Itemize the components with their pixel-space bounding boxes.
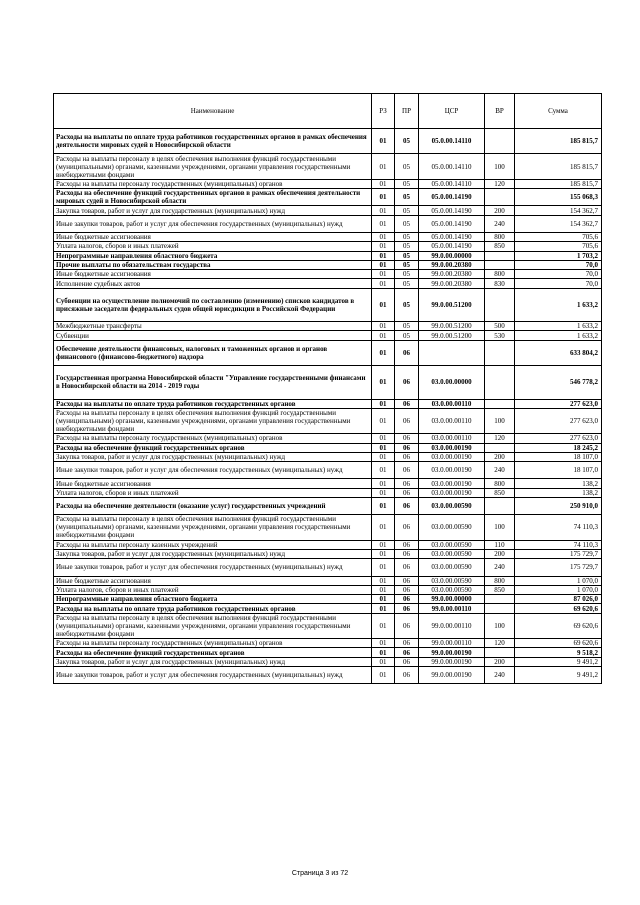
cell-rz: 01 — [372, 331, 395, 340]
cell-pr: 06 — [395, 497, 419, 514]
cell-vr — [485, 260, 515, 269]
cell-sum: 1 633,2 — [515, 331, 602, 340]
table-row — [54, 270, 602, 279]
cell-csr: 05.0.00.14190 — [419, 206, 485, 215]
cell-name: Уплата налогов, сборов и иных платежей — [54, 585, 372, 594]
table-row — [54, 639, 602, 648]
table-row — [54, 549, 602, 558]
cell-csr: 03.0.00.00190 — [419, 479, 485, 488]
table-row — [54, 515, 602, 540]
cell-vr: 100 — [485, 613, 515, 638]
cell-sum: 175 729,7 — [515, 559, 602, 576]
cell-sum: 633 804,2 — [515, 340, 602, 365]
cell-vr: 120 — [485, 639, 515, 648]
table-row — [54, 129, 602, 154]
cell-rz: 01 — [372, 497, 395, 514]
cell-vr: 200 — [485, 549, 515, 558]
cell-name: Субвенции на осуществление полномочий по составлению (изменению) списков кандидатов в присяжные заседатели федеральных судов общей юрисдикции в Российской Федерации — [54, 288, 372, 321]
table-row — [54, 179, 602, 188]
cell-name: Уплата налогов, сборов и иных платежей — [54, 242, 372, 251]
cell-rz: 01 — [372, 242, 395, 251]
table-row — [54, 215, 602, 232]
cell-rz: 01 — [372, 366, 395, 399]
table-row — [54, 657, 602, 666]
table-row — [54, 488, 602, 497]
cell-name: Исполнение судебных актов — [54, 279, 372, 288]
cell-vr: 110 — [485, 540, 515, 549]
cell-rz: 01 — [372, 434, 395, 443]
cell-vr: 850 — [485, 488, 515, 497]
table-row — [54, 251, 602, 260]
cell-pr: 06 — [395, 604, 419, 613]
cell-pr: 05 — [395, 189, 419, 206]
cell-sum: 277 623,0 — [515, 434, 602, 443]
table-row — [54, 667, 602, 684]
cell-name: Расходы на обеспечение функций государственных органов — [54, 443, 372, 452]
cell-name: Расходы на выплаты персоналу казенных учреждений — [54, 540, 372, 549]
cell-name: Иные закупки товаров, работ и услуг для обеспечения государственных (муниципальных) нужд — [54, 462, 372, 479]
cell-name: Закупка товаров, работ и услуг для государственных (муниципальных) нужд — [54, 657, 372, 666]
cell-vr: 120 — [485, 434, 515, 443]
cell-vr: 100 — [485, 154, 515, 179]
cell-pr: 05 — [395, 232, 419, 241]
cell-csr — [419, 340, 485, 365]
budget-table-sheet — [53, 93, 601, 684]
cell-sum: 70,0 — [515, 279, 602, 288]
cell-pr: 06 — [395, 595, 419, 604]
table-row — [54, 189, 602, 206]
cell-csr: 99.0.00.00190 — [419, 667, 485, 684]
cell-rz: 01 — [372, 657, 395, 666]
cell-vr — [485, 648, 515, 657]
cell-rz: 01 — [372, 576, 395, 585]
cell-sum: 1 633,2 — [515, 288, 602, 321]
cell-csr: 99.0.00.00190 — [419, 648, 485, 657]
cell-csr: 05.0.00.14190 — [419, 242, 485, 251]
cell-name: Иные закупки товаров, работ и услуг для обеспечения государственных (муниципальных) нужд — [54, 559, 372, 576]
cell-sum: 1 070,0 — [515, 585, 602, 594]
cell-sum: 74 110,3 — [515, 540, 602, 549]
cell-pr: 05 — [395, 288, 419, 321]
cell-pr: 06 — [395, 366, 419, 399]
cell-sum: 277 623,0 — [515, 408, 602, 433]
cell-csr: 03.0.00.00110 — [419, 408, 485, 433]
cell-name: Уплата налогов, сборов и иных платежей — [54, 488, 372, 497]
table-row — [54, 604, 602, 613]
cell-pr: 06 — [395, 488, 419, 497]
cell-csr: 99.0.00.00000 — [419, 595, 485, 604]
table-row — [54, 408, 602, 433]
cell-vr: 120 — [485, 179, 515, 188]
table-row — [54, 595, 602, 604]
cell-name: Расходы на выплаты персоналу в целях обеспечения выполнения функций государственными (муниципальными) органами, казенными учреждениями, органами управления государственными внебюджетными фондами — [54, 515, 372, 540]
cell-pr: 06 — [395, 667, 419, 684]
cell-pr: 05 — [395, 279, 419, 288]
cell-csr: 99.0.00.51200 — [419, 322, 485, 331]
cell-csr: 99.0.00.20380 — [419, 260, 485, 269]
cell-sum: 155 068,3 — [515, 189, 602, 206]
cell-rz: 01 — [372, 540, 395, 549]
cell-vr — [485, 189, 515, 206]
cell-rz: 01 — [372, 667, 395, 684]
cell-vr: 800 — [485, 232, 515, 241]
cell-csr: 03.0.00.00590 — [419, 559, 485, 576]
cell-rz: 01 — [372, 215, 395, 232]
cell-sum: 69 620,6 — [515, 639, 602, 648]
table-row — [54, 340, 602, 365]
cell-sum: 185 815,7 — [515, 179, 602, 188]
cell-name: Расходы на выплаты персоналу в целях обеспечения выполнения функций государственными (муниципальными) органами, казенными учреждениями, органами управления государственными внебюджетными фондами — [54, 408, 372, 433]
cell-vr — [485, 366, 515, 399]
cell-vr: 500 — [485, 322, 515, 331]
cell-csr: 03.0.00.00190 — [419, 488, 485, 497]
page-footer: Страница 3 из 72 — [291, 870, 349, 877]
cell-sum: 705,6 — [515, 232, 602, 241]
cell-sum: 138,2 — [515, 479, 602, 488]
cell-rz: 01 — [372, 340, 395, 365]
table-row — [54, 288, 602, 321]
cell-sum: 185 815,7 — [515, 154, 602, 179]
cell-pr: 06 — [395, 613, 419, 638]
cell-pr: 06 — [395, 585, 419, 594]
cell-name: Непрограммные направления областного бюджета — [54, 251, 372, 260]
cell-vr: 800 — [485, 576, 515, 585]
cell-csr: 05.0.00.14190 — [419, 232, 485, 241]
table-row — [54, 242, 602, 251]
cell-name: Межбюджетные трансферты — [54, 322, 372, 331]
cell-sum: 87 026,0 — [515, 595, 602, 604]
cell-rz: 01 — [372, 452, 395, 461]
cell-csr: 03.0.00.00590 — [419, 585, 485, 594]
cell-name: Закупка товаров, работ и услуг для государственных (муниципальных) нужд — [54, 206, 372, 215]
header-sum: Сумма — [515, 94, 602, 129]
cell-name: Прочие выплаты по обязательствам государства — [54, 260, 372, 269]
cell-sum: 18 245,2 — [515, 443, 602, 452]
cell-vr — [485, 129, 515, 154]
cell-vr: 100 — [485, 408, 515, 433]
cell-name: Субвенции — [54, 331, 372, 340]
table-row — [54, 366, 602, 399]
cell-csr: 03.0.00.00110 — [419, 434, 485, 443]
cell-sum: 154 362,7 — [515, 215, 602, 232]
cell-vr: 530 — [485, 331, 515, 340]
cell-pr: 05 — [395, 260, 419, 269]
cell-vr: 200 — [485, 657, 515, 666]
cell-csr: 03.0.00.00190 — [419, 462, 485, 479]
table-row — [54, 462, 602, 479]
cell-vr: 850 — [485, 585, 515, 594]
cell-vr — [485, 288, 515, 321]
cell-pr: 06 — [395, 515, 419, 540]
cell-vr: 200 — [485, 206, 515, 215]
cell-name: Расходы на выплаты по оплате труда работников государственных органов — [54, 604, 372, 613]
cell-name: Иные бюджетные ассигнования — [54, 576, 372, 585]
table-row — [54, 585, 602, 594]
cell-sum: 69 620,6 — [515, 604, 602, 613]
cell-sum: 69 620,6 — [515, 613, 602, 638]
table-row — [54, 260, 602, 269]
cell-csr: 03.0.00.00110 — [419, 399, 485, 408]
cell-rz: 01 — [372, 288, 395, 321]
cell-sum: 70,0 — [515, 260, 602, 269]
cell-csr: 99.0.00.00110 — [419, 639, 485, 648]
cell-name: Расходы на выплаты персоналу государственных (муниципальных) органов — [54, 434, 372, 443]
cell-rz: 01 — [372, 279, 395, 288]
cell-rz: 01 — [372, 232, 395, 241]
cell-vr: 800 — [485, 479, 515, 488]
cell-pr: 06 — [395, 549, 419, 558]
cell-csr: 99.0.00.51200 — [419, 331, 485, 340]
cell-name: Непрограммные направления областного бюджета — [54, 595, 372, 604]
cell-vr — [485, 399, 515, 408]
table-row — [54, 322, 602, 331]
cell-sum: 705,6 — [515, 242, 602, 251]
cell-csr: 03.0.00.00000 — [419, 366, 485, 399]
cell-csr: 99.0.00.00110 — [419, 613, 485, 638]
cell-sum: 185 815,7 — [515, 129, 602, 154]
cell-sum: 154 362,7 — [515, 206, 602, 215]
cell-rz: 01 — [372, 408, 395, 433]
cell-vr: 100 — [485, 515, 515, 540]
cell-rz: 01 — [372, 443, 395, 452]
cell-pr: 05 — [395, 179, 419, 188]
header-vr: ВР — [485, 94, 515, 129]
cell-pr: 05 — [395, 129, 419, 154]
header-pr: ПР — [395, 94, 419, 129]
cell-pr: 06 — [395, 399, 419, 408]
cell-pr: 06 — [395, 462, 419, 479]
cell-pr: 05 — [395, 215, 419, 232]
cell-rz: 01 — [372, 154, 395, 179]
table-row — [54, 279, 602, 288]
cell-name: Расходы на выплаты персоналу в целях обеспечения выполнения функций государственными (муниципальными) органами, казенными учреждениями, органами управления государственными внебюджетными фондами — [54, 154, 372, 179]
cell-csr: 99.0.00.51200 — [419, 288, 485, 321]
cell-csr: 03.0.00.00590 — [419, 576, 485, 585]
cell-sum: 546 778,2 — [515, 366, 602, 399]
cell-rz: 01 — [372, 270, 395, 279]
cell-name: Расходы на выплаты персоналу государственных (муниципальных) органов — [54, 639, 372, 648]
cell-vr — [485, 497, 515, 514]
cell-sum: 74 110,3 — [515, 515, 602, 540]
cell-pr: 05 — [395, 322, 419, 331]
cell-name: Расходы на выплаты персоналу в целях обеспечения выполнения функций государственными (муниципальными) органами, казенными учреждениями, органами управления государственными внебюджетными фондами — [54, 613, 372, 638]
cell-sum: 9 491,2 — [515, 667, 602, 684]
cell-name: Иные бюджетные ассигнования — [54, 232, 372, 241]
cell-csr: 03.0.00.00590 — [419, 540, 485, 549]
cell-sum: 9 518,2 — [515, 648, 602, 657]
cell-name: Расходы на обеспечение деятельности (оказание услуг) государственных учреждений — [54, 497, 372, 514]
cell-name: Расходы на выплаты по оплате труда работников государственных органов в рамках обеспечения деятельности мировых судей в Новосибирской области — [54, 129, 372, 154]
cell-vr: 850 — [485, 242, 515, 251]
cell-rz: 01 — [372, 639, 395, 648]
cell-csr: 05.0.00.14110 — [419, 154, 485, 179]
cell-csr: 99.0.00.20380 — [419, 270, 485, 279]
cell-pr: 06 — [395, 559, 419, 576]
table-row — [54, 434, 602, 443]
cell-rz: 01 — [372, 129, 395, 154]
cell-sum: 70,0 — [515, 270, 602, 279]
table-row — [54, 648, 602, 657]
cell-pr: 06 — [395, 479, 419, 488]
cell-pr: 05 — [395, 331, 419, 340]
cell-pr: 05 — [395, 154, 419, 179]
cell-rz: 01 — [372, 462, 395, 479]
cell-sum: 277 623,0 — [515, 399, 602, 408]
cell-rz: 01 — [372, 322, 395, 331]
cell-vr — [485, 340, 515, 365]
cell-vr: 240 — [485, 462, 515, 479]
table-row — [54, 331, 602, 340]
cell-pr: 05 — [395, 206, 419, 215]
cell-csr: 03.0.00.00590 — [419, 549, 485, 558]
table-row — [54, 540, 602, 549]
table-row — [54, 479, 602, 488]
cell-name: Закупка товаров, работ и услуг для государственных (муниципальных) нужд — [54, 452, 372, 461]
cell-csr: 05.0.00.14190 — [419, 189, 485, 206]
cell-pr: 06 — [395, 434, 419, 443]
cell-pr: 06 — [395, 408, 419, 433]
cell-vr: 240 — [485, 215, 515, 232]
cell-rz: 01 — [372, 585, 395, 594]
cell-rz: 01 — [372, 251, 395, 260]
cell-name: Иные закупки товаров, работ и услуг для обеспечения государственных (муниципальных) нужд — [54, 215, 372, 232]
cell-csr: 99.0.00.00190 — [419, 657, 485, 666]
cell-sum: 1 633,2 — [515, 322, 602, 331]
cell-csr: 03.0.00.00190 — [419, 443, 485, 452]
cell-name: Расходы на выплаты по оплате труда работников государственных органов — [54, 399, 372, 408]
header-rz: РЗ — [372, 94, 395, 129]
table-row — [54, 497, 602, 514]
cell-vr: 200 — [485, 452, 515, 461]
cell-sum: 175 729,7 — [515, 549, 602, 558]
cell-csr: 03.0.00.00590 — [419, 497, 485, 514]
table-row — [54, 452, 602, 461]
cell-sum: 18 107,0 — [515, 452, 602, 461]
cell-name: Обеспечение деятельности финансовых, налоговых и таможенных органов и органов финансового (финансово-бюджетного) надзора — [54, 340, 372, 365]
cell-csr: 05.0.00.14110 — [419, 179, 485, 188]
cell-csr: 99.0.00.20380 — [419, 279, 485, 288]
cell-rz: 01 — [372, 613, 395, 638]
cell-rz: 01 — [372, 488, 395, 497]
cell-rz: 01 — [372, 479, 395, 488]
cell-vr — [485, 443, 515, 452]
cell-csr: 99.0.00.00110 — [419, 604, 485, 613]
cell-name: Расходы на выплаты персоналу государственных (муниципальных) органов — [54, 179, 372, 188]
table-row — [54, 232, 602, 241]
cell-csr: 03.0.00.00590 — [419, 515, 485, 540]
cell-csr: 05.0.00.14110 — [419, 129, 485, 154]
cell-vr: 240 — [485, 667, 515, 684]
budget-table — [53, 93, 602, 684]
table-row — [54, 443, 602, 452]
cell-pr: 06 — [395, 540, 419, 549]
cell-name: Иные бюджетные ассигнования — [54, 270, 372, 279]
cell-rz: 01 — [372, 260, 395, 269]
cell-name: Расходы на обеспечение функций государственных органов — [54, 648, 372, 657]
header-csr: ЦСР — [419, 94, 485, 129]
cell-rz: 01 — [372, 179, 395, 188]
cell-vr: 240 — [485, 559, 515, 576]
cell-vr — [485, 595, 515, 604]
cell-rz: 01 — [372, 399, 395, 408]
cell-pr: 06 — [395, 340, 419, 365]
cell-name: Расходы на обеспечение функций государственных органов в рамках обеспечения деятельности мировых судей в Новосибирской области — [54, 189, 372, 206]
cell-name: Государственная программа Новосибирской области "Управление государственными финансами в Новосибирской области на 2014 - 2019 годы — [54, 366, 372, 399]
cell-vr — [485, 251, 515, 260]
cell-rz: 01 — [372, 604, 395, 613]
cell-sum: 1 703,2 — [515, 251, 602, 260]
cell-sum: 250 910,0 — [515, 497, 602, 514]
cell-pr: 05 — [395, 242, 419, 251]
table-row — [54, 613, 602, 638]
cell-rz: 01 — [372, 559, 395, 576]
cell-pr: 05 — [395, 251, 419, 260]
cell-rz: 01 — [372, 189, 395, 206]
cell-sum: 9 491,2 — [515, 657, 602, 666]
cell-rz: 01 — [372, 648, 395, 657]
table-body — [54, 129, 602, 684]
cell-vr: 800 — [485, 270, 515, 279]
table-header-row — [54, 94, 602, 129]
table-row — [54, 576, 602, 585]
cell-name: Иные закупки товаров, работ и услуг для обеспечения государственных (муниципальных) нужд — [54, 667, 372, 684]
cell-rz: 01 — [372, 206, 395, 215]
cell-vr — [485, 604, 515, 613]
header-name: Наименование — [54, 94, 372, 129]
cell-vr: 830 — [485, 279, 515, 288]
cell-csr: 05.0.00.14190 — [419, 215, 485, 232]
cell-csr: 99.0.00.00000 — [419, 251, 485, 260]
cell-sum: 18 107,0 — [515, 462, 602, 479]
cell-rz: 01 — [372, 515, 395, 540]
cell-sum: 1 070,0 — [515, 576, 602, 585]
cell-sum: 138,2 — [515, 488, 602, 497]
table-row — [54, 399, 602, 408]
cell-pr: 05 — [395, 270, 419, 279]
cell-pr: 06 — [395, 452, 419, 461]
cell-pr: 06 — [395, 576, 419, 585]
cell-rz: 01 — [372, 595, 395, 604]
cell-pr: 06 — [395, 639, 419, 648]
cell-name: Закупка товаров, работ и услуг для государственных (муниципальных) нужд — [54, 549, 372, 558]
cell-rz: 01 — [372, 549, 395, 558]
cell-pr: 06 — [395, 648, 419, 657]
cell-pr: 06 — [395, 657, 419, 666]
table-row — [54, 154, 602, 179]
cell-csr: 03.0.00.00190 — [419, 452, 485, 461]
table-row — [54, 559, 602, 576]
cell-name: Иные бюджетные ассигнования — [54, 479, 372, 488]
table-row — [54, 206, 602, 215]
cell-pr: 06 — [395, 443, 419, 452]
